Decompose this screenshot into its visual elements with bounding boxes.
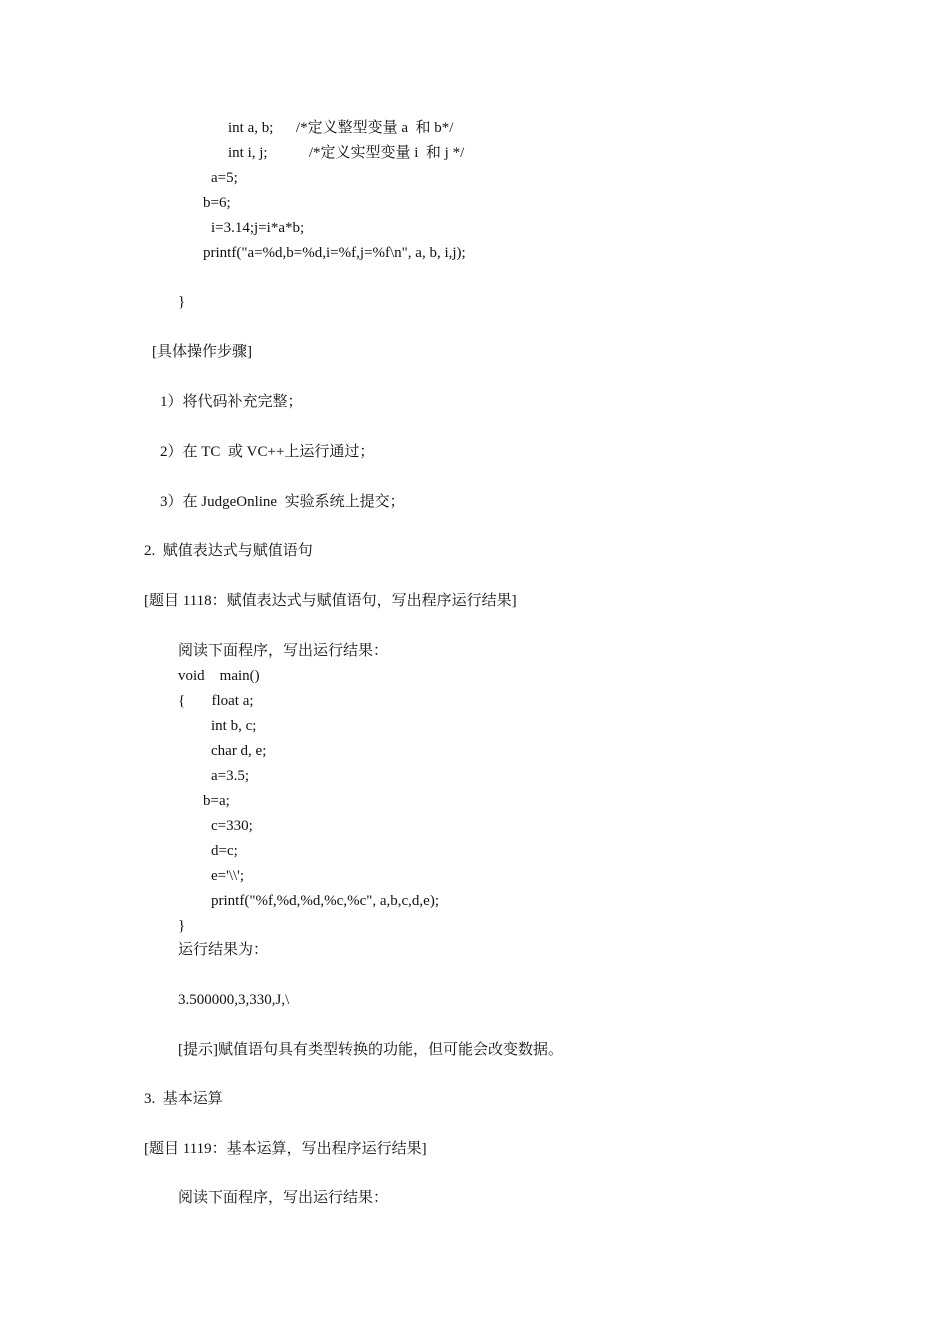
problem-heading: [题目 1119：基本运算，写出程序运行结果] — [144, 1141, 427, 1157]
code-line: int b, c; — [211, 718, 257, 734]
section-title: 3. 基本运算 — [144, 1091, 223, 1107]
intro-text: 阅读下面程序，写出运行结果： — [178, 1190, 389, 1206]
section-title: 2. 赋值表达式与赋值语句 — [144, 543, 313, 559]
step-item: 2）在 TC 或 VC++上运行通过； — [160, 444, 375, 460]
result-label: 运行结果为： — [178, 942, 269, 958]
hint-text: [提示]赋值语句具有类型转换的功能，但可能会改变数据。 — [178, 1042, 563, 1058]
code-line: e='\\'; — [211, 868, 245, 884]
code-line: b=a; — [203, 793, 230, 809]
step-item: 1）将代码补充完整； — [160, 394, 303, 410]
code-line: c=330; — [211, 818, 253, 834]
code-line: i=3.14;j=i*a*b; — [211, 220, 305, 236]
code-line: } — [178, 294, 186, 310]
code-line: b=6; — [203, 195, 231, 211]
result-value: 3.500000,3,330,J,\ — [178, 992, 290, 1008]
code-line: char d, e; — [211, 743, 267, 759]
code-line: a=5; — [211, 170, 238, 186]
step-item: 3）在 JudgeOnline 实验系统上提交； — [160, 494, 405, 510]
code-line: int i, j; /*定义实型变量 i 和 j */ — [228, 145, 465, 161]
problem-heading: [题目 1118：赋值表达式与赋值语句，写出程序运行结果] — [144, 593, 517, 609]
code-line: d=c; — [211, 843, 238, 859]
code-line: { float a; — [178, 693, 254, 709]
steps-heading: [具体操作步骤] — [152, 344, 252, 360]
code-line: } — [178, 918, 186, 934]
code-line: printf("a=%d,b=%d,i=%f,j=%f\n", a, b, i,j); — [203, 245, 466, 261]
code-line: void main() — [178, 668, 260, 684]
intro-text: 阅读下面程序，写出运行结果： — [178, 643, 389, 659]
code-line: a=3.5; — [211, 768, 250, 784]
code-line: int a, b; /*定义整型变量 a 和 b*/ — [228, 120, 454, 136]
code-line: printf("%f,%d,%d,%c,%c", a,b,c,d,e); — [211, 893, 439, 909]
